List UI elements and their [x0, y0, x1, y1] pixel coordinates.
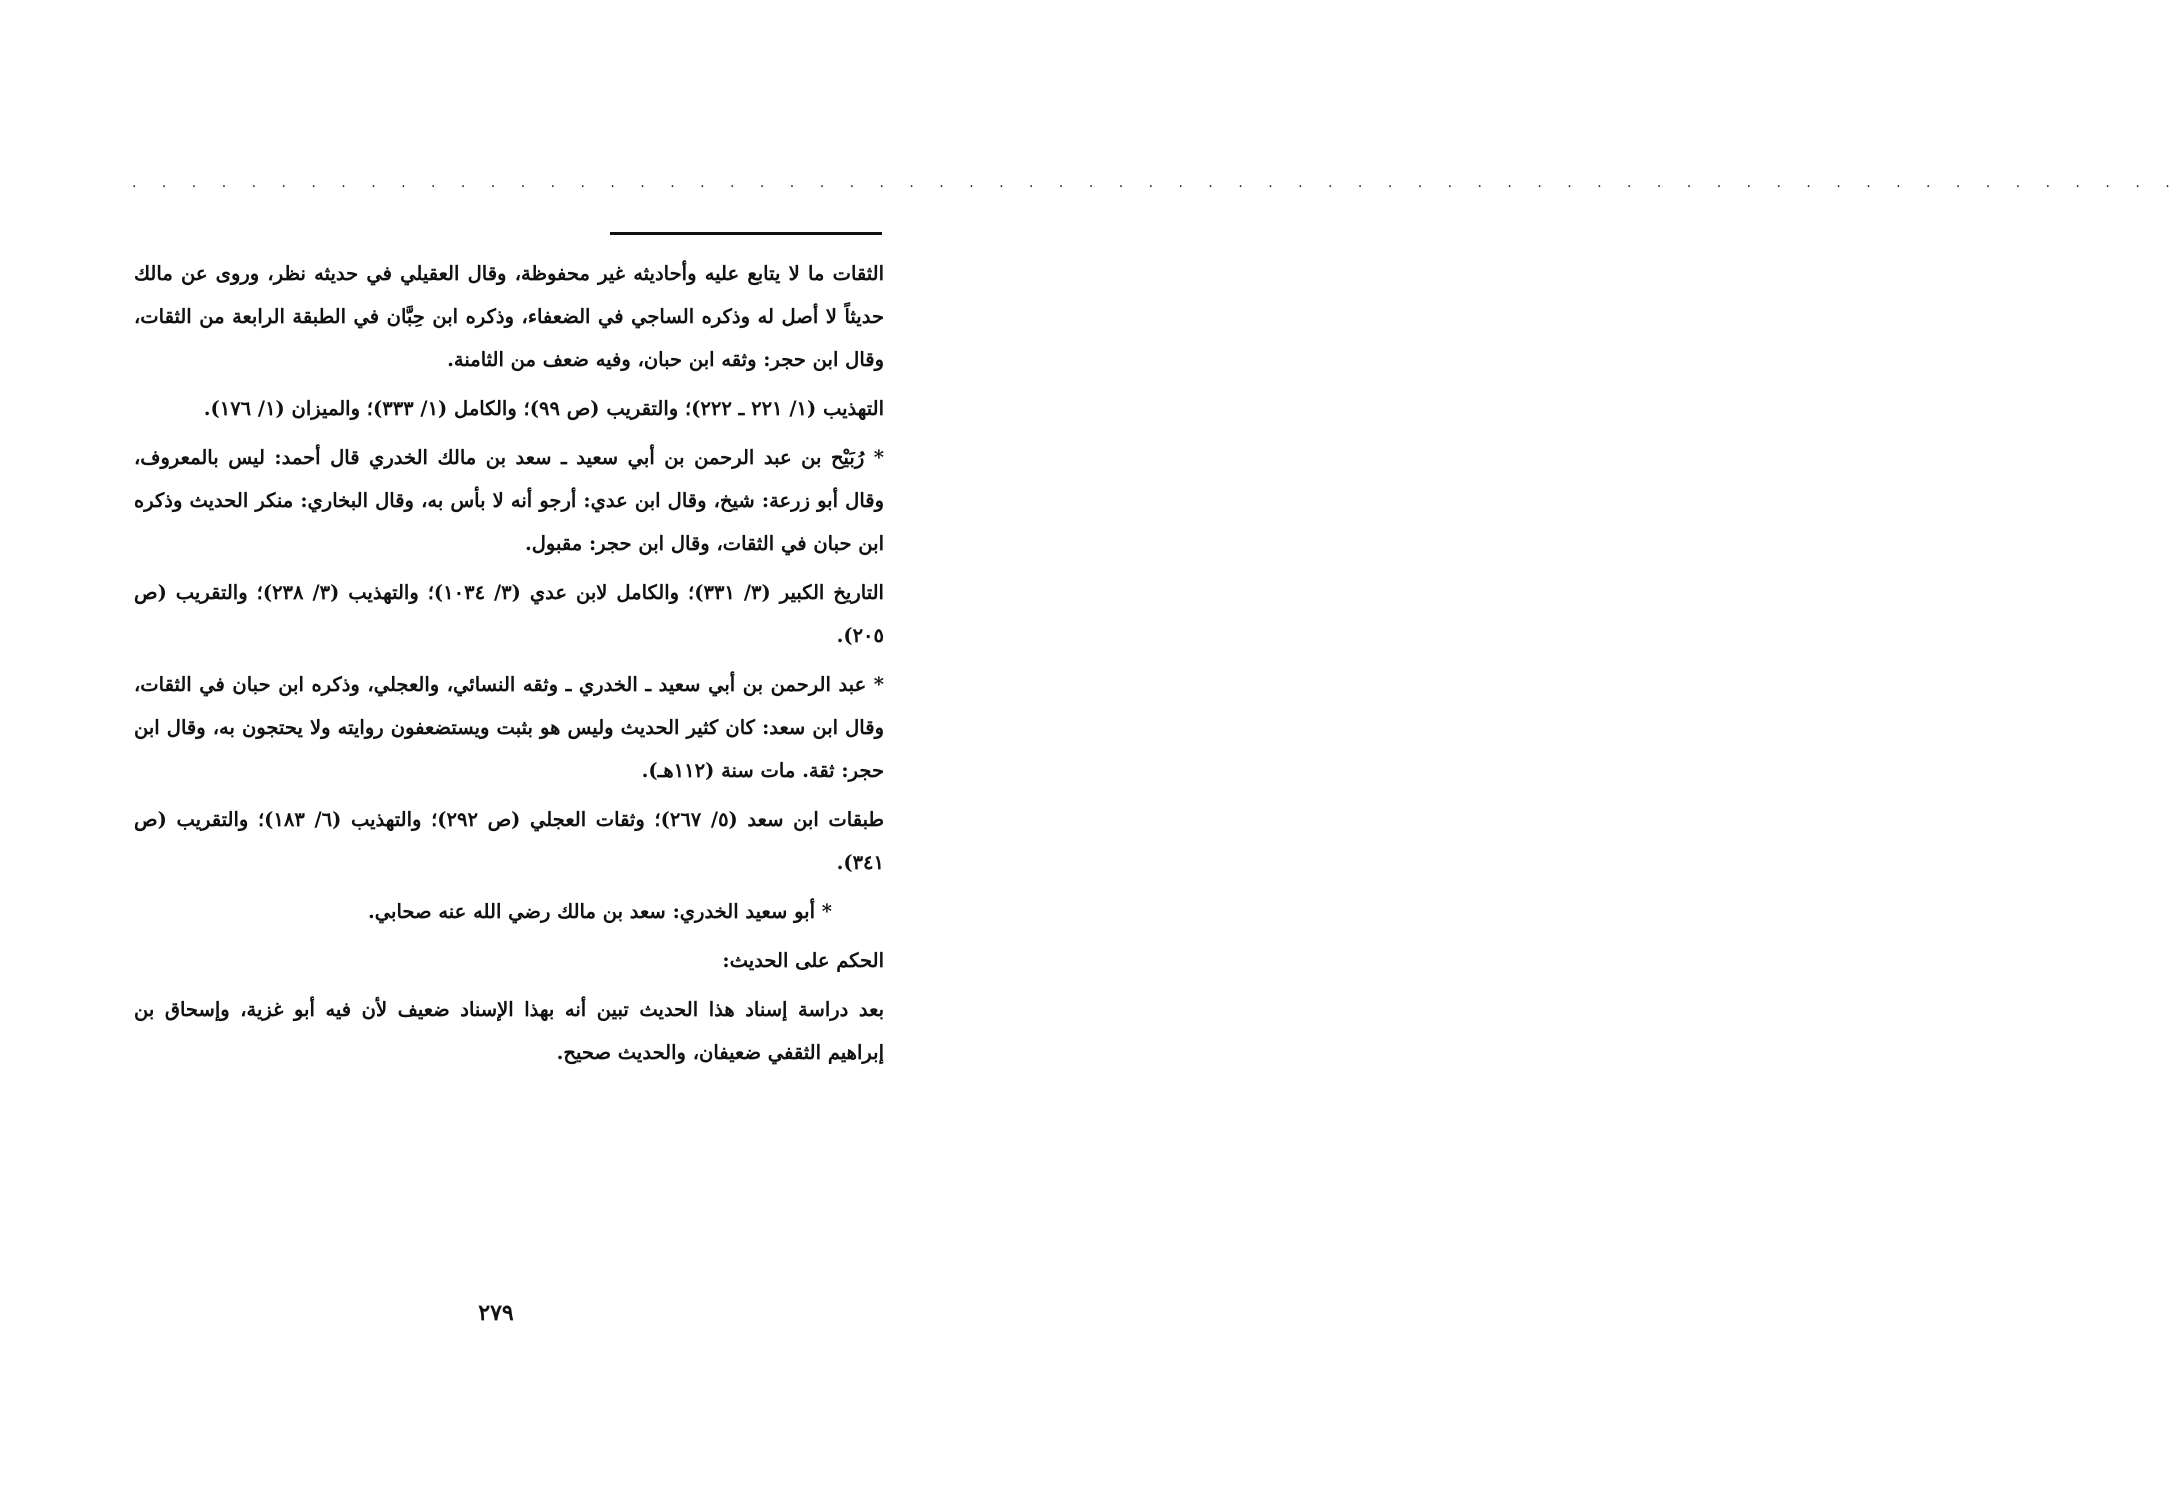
main-text [134, 252, 884, 1080]
paragraph-narrator-abdulrahman [134, 663, 884, 792]
paragraph-narrator-abu-said [134, 890, 884, 933]
narrator-rubayh-text: رُبَيْح بن عبد الرحمن بن أبي سعيد ـ سعد بن مالك الخدري قال أحمد: ليس بالمعروف، وقال أبو زرعة: شيخ، وقال ابن عدي: أرجو أنه لا بأس به، وقال البخاري: منكر الحديث وذكره ابن حبان في الثقات، وقال ابن حجر: مقبول. [134, 446, 884, 555]
paragraph-ruling: بعد دراسة إسناد هذا الحديث تبين أنه بهذا الإسناد ضعيف لأن فيه أبو غزية، وإسحاق بن إبراهيم الثقفي ضعيفان، والحديث صحيح. [134, 998, 884, 1064]
paragraph-references-3: طبقات ابن سعد (٥/ ٢٦٧)؛ وثقات العجلي (ص ٢٩٢)؛ والتهذيب (٦/ ١٨٣)؛ والتقريب (ص ٣٤١). [134, 808, 884, 874]
bullet-star: * [821, 900, 832, 923]
narrator-abdulrahman-text: عبد الرحمن بن أبي سعيد ـ الخدري ـ وثقه النسائي، والعجلي، وذكره ابن حبان في الثقات، وقال ابن سعد: كان كثير الحديث وليس هو بثبت ويستضعفون روايته ولا يحتجون به، وقال ابن حجر: ثقة. مات سنة (١١٢هـ). [134, 673, 884, 782]
paragraph-continuation: الثقات ما لا يتابع عليه وأحاديثه غير محفوظة، وقال العقيلي في حديثه نظر، وروى عن مالك حديثاً لا أصل له وذكره الساجي في الضعفاء، وذكره ابن حِبَّان في الطبقة الرابعة من الثقات، وقال ابن حجر: وثقه ابن حبان، وفيه ضعف من الثامنة. [134, 262, 884, 371]
bullet-star: * [873, 446, 884, 469]
paragraph-references-2: التاريخ الكبير (٣/ ٣٣١)؛ والكامل لابن عدي (٣/ ١٠٣٤)؛ والتهذيب (٣/ ٢٣٨)؛ والتقريب (ص ٢٠٥). [134, 581, 884, 647]
section-heading: الحكم على الحديث: [722, 949, 884, 972]
paragraph-references-1: التهذيب (١/ ٢٢١ ـ ٢٢٢)؛ والتقريب (ص ٩٩)؛ والكامل (١/ ٣٣٣)؛ والميزان (١/ ١٧٦). [203, 397, 884, 420]
narrator-abu-said-text: أبو سعيد الخدري: سعد بن مالك رضي الله عنه صحابي. [368, 900, 815, 923]
paragraph-narrator-rubayh [134, 436, 884, 565]
footnote-rule [610, 232, 882, 235]
dotted-separator: . . . . . . . . . . . . . . . . . . . . . . . . . . . . . . . . . . . . . . . . . . . . . . . . . . . . . . . . . . . . . . . . . . . . . [132, 175, 2180, 191]
page-number: ٢٧٩ [478, 1300, 514, 1326]
bullet-star: * [873, 673, 884, 696]
